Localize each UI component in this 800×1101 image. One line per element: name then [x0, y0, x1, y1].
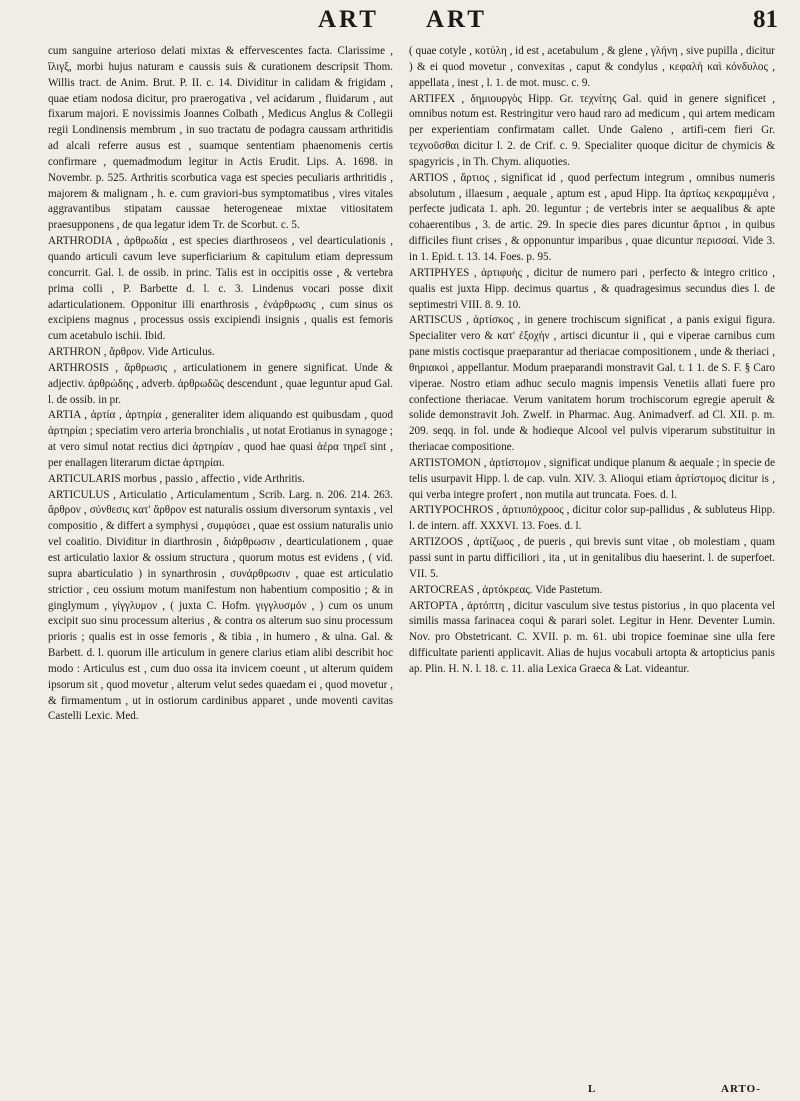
entry-arthrodia: ARTHRODIA , ἀρθρωδία , est species diarthroseos , vel dearticulationis , quando articuli cavum leve superficiarium & capitulum etiam depressum concurrit. Gal. l. de ossib. in princ. Talis est in occipitis osse , & vertebra prima colli , P. Barbette d. l. c. 3. Lindenus vocari posse dixit adarticulationem. Opponitur illi enarthrosis , ἐνάρθρωσις , cum sinus os excipiens magnus , processus ossis excipiendi insignis , qualis est femoris cum acetabulo ischii. Ibid.	[48, 235, 393, 343]
running-head-left: ART	[318, 6, 379, 33]
entry-arthron: ARTHRON , ἄρθρον. Vide Articulus.	[48, 346, 215, 359]
entry-articulus: ARTICULUS , Articulatio , Articulamentum , Scrib. Larg. n. 206. 214. 263. ἄρθρον , σύνθεσις κατ' ἄρθρον est naturalis ossium diversorum syntaxis , vel compositio , & differt a symphysi , συμφύσει , quae est ossium naturalis unio vel coalitio. Dividitur in diarthrosin , διάρθρωσιν , dearticulationem , quae est articulatio laxior & ossium structura , quorum motus est evidens , ( vid. supra abarticulatio ) in synarthrosin , συνάρθρωσιν , quae est articulatio strictior , ceu ossium motum manifestum non habentium compositio ; & in ginglymum , γίγγλυμον , ( juxta C. Hofm. γιγγλυσμόν , ) cum os unum excipit suo sinu processum alterius , & contra os alterum suo sinu processum prioris ; qualis est in osse femoris , & tibia , in humero , & ulna. Gal. & Barbett. d. l. quorum ille articulum in genere clarius etiam alibi describit hoc modo : Articulus est , cum duo ossa ita invicem coeunt , ut alterum quidem ipsorum sit , quod movetur , alterum velut sedes quaedam ei , quod movetur , & firmamentum , ut in ostiorum cardinibus apparet , unde moventi cavitas Castelli Lexic. Med.	[48, 488, 393, 723]
entry-artizoos: ARTIZOOS , ἀρτίζωος , de pueris , qui brevis sunt vitae , ob molestiam , quam passi sunt in partu difficiliori , ita , ut in genitalibus diu haeserint. l. de superfoet. VII. 5.	[409, 536, 775, 580]
entry-artopta: ARTOPTA , ἀρτόπτη , dicitur vasculum sive testus pistorius , in quo placenta vel similis massa farinacea coqui & parari solet. Legitur in Henr. Deventer Lumin. Nov. pro Obstetricant. C. XVII. p. m. 61. ubi tropice foeminae sine ulla fere difficultate parienti applicavit. Alias de hujus vocabuli artopta & artopticius panis ap. Plin. H. N. l. 18. c. 11. alia Lexica Graeca & Lat. videantur.	[409, 599, 775, 675]
entry-arthrosis: ARTHROSIS , ἄρθρωσις , articulationem in genere significat. Unde & adjectiv. ἀρθρώδης , adverb. ἀρθρωδῶς descendunt , quae leguntur apud Gal. l. de ossib. in pr.	[48, 361, 393, 406]
entry-artiypochros: ARTIYPOCHROS , ἀρτιυπόχροος , dicitur color sup-pallidus , & subluteus Hipp. l. de intern. aff. XXXVI. 13. Foes. d. l.	[409, 504, 775, 533]
entry-articularis: ARTICULARIS morbus , passio , affectio , vide Arthritis.	[48, 472, 305, 485]
right-column	[409, 44, 775, 678]
entry-artiscus: ARTISCUS , ἀρτίσκος , in genere trochiscum significat , a panis exigui figura. Specialiter vero & κατ' ἐξοχὴν , artisci dicuntur ii , qui e viperae carnibus cum pane mistis coctisque praeparantur ad theriacae compositionem , unde & theriaci , θηριακοὶ , appellantur. Modum praeparandi monstravit Gal. t. 1 1. de S. F. § Caro viperae. Nostro etiam adhuc seculo magnis impensis Venetiis allati fuere pro confectione theriacae. Verum vanitatem horum trochiscorum egregie aperuit & solide demonstravit Joh. Zwelf. in Pharmac. Aug. Animadverf. ad Cl. XII. p. m. 209. seqq. in fol. unde & hodieque Alcool vel pulvis viperarum substituitur in theriacae compositione.	[409, 314, 775, 454]
signature-mark: L	[588, 1083, 597, 1095]
entry-artifex: ARTIFEX , δημιουργὸς Hipp. Gr. τεχνίτης Gal. quid in genere significet , omnibus notum est. Restringitur vero haud raro ad medicum , qui artem medicam per experientiam confirmatam callet. Unde Galeno , artifi-cem fieri Gr. τεχνοῦσθαι dicitur l. 2. de Crif. c. 9. Specialiter quoque dicitur de chymicis & spagyricis , in Th. Chym. aliquoties.	[409, 92, 775, 168]
entry-artistomon: ARTISTOMON , ἀρτίστομον , significat undique planum & aequale ; in specie de telis usurpavit Hipp. l. de cap. vuln. XIV. 3. Alioqui etiam ἀρτίστομος dicitur is , qui verba integre profert , non mutila aut truncata. Foes. d. l.	[409, 456, 775, 501]
page-number: 81	[753, 6, 778, 33]
left-column	[48, 44, 393, 725]
entry-artios: ARTIOS , ἄρτιος , significat id , quod perfectum integrum , omnibus numeris absolutum , illaesum , aequale , aptum est , apud Hipp. Ita ἀρτίως κεκραμμένα , perfecte judicata 1. aph. 20. leguntur ; de vertebris inter se aequalibus & apte cohaerentibus , 3. de artic. 29. In specie dies pares dicuntur ἄρτιοι , in quibus difficiles fiunt crises , & opponuntur imparibus , quae dicuntur περισσαί. Vide 3. in 1. Epid. t. 13. 14. Foes. p. 95.	[409, 171, 775, 263]
catchword: ARTO-	[721, 1083, 761, 1095]
entry-artia: ARTIA , ἀρτία , ἀρτηρία , generaliter idem aliquando est quibusdam , quod ἀρτηρίαι ; speciatim vero arteria bronchialis , ut notat Erotianus in synagoge ; at vero simul notat rectius dici ἀρτηρίαν , quod hae quasi ἀέρα τηρεῖ sint , per enallagen literarum dictae ἀρτηρίαι.	[48, 409, 393, 469]
running-head-right: ART	[426, 6, 487, 33]
entry-artiphyes: ARTIPHYES , ἀρτιφυὴς , dicitur de numero pari , perfecto & integro critico , qualis est juxta Hipp. decimus quartus , & quadragesimus secundus dies l. de septimestri VIII. 8. 9. 10.	[409, 266, 775, 311]
entry-artocreas: ARTOCREAS , ἀρτόκρεας. Vide Pastetum.	[409, 583, 603, 596]
entry-articulus-continued: ( quae cotyle , κοτύλη , id est , acetabulum , & glene , γλήνη , sive pupilla , dicitur ) & ei quod movetur , convexitas , caput & condylus , κεφαλὴ καὶ κόνδυλος , appellata , inest , l. 1. de mot. musc. c. 9.	[409, 45, 775, 89]
running-header	[0, 6, 800, 36]
entry-arthritis-continued: cum sanguine arterioso delati mixtas & effervescentes facta. Clarissime , ἴλιγξ, morbi hujus naturam e caussis suis & curationem descripsit Thom. Willis tract. de Anim. Brut. P. II. c. 14. Dividitur in calidam & frigidam , quae etiam nodosa dicitur, pro praerogativa , vel acidarum , fluidarum , aut fixarum majori. E novissimis Joannes Colbath , Medicus Anglus & Collegii regii Londinensis membrum , in suo tractatu de podagra caussam arthritidis ad alcali referre ausus est , suamque sententiam phaenomenis certis confirmare , quemadmodum legitur in Actis Erudit. Lips. A. 1698. in Novembr. p. 525. Arthritis scorbutica vaga est species peculiaris arthritidis , majorem & malignam , h. e. cum graviori-bus symptomatibus , vires vitales aggravantibus stipatam caussae heterogeneae mixtae vitiositatem praesupponens , de qua legatur idem Tr. de Scorbut. c. 5.	[48, 45, 393, 232]
